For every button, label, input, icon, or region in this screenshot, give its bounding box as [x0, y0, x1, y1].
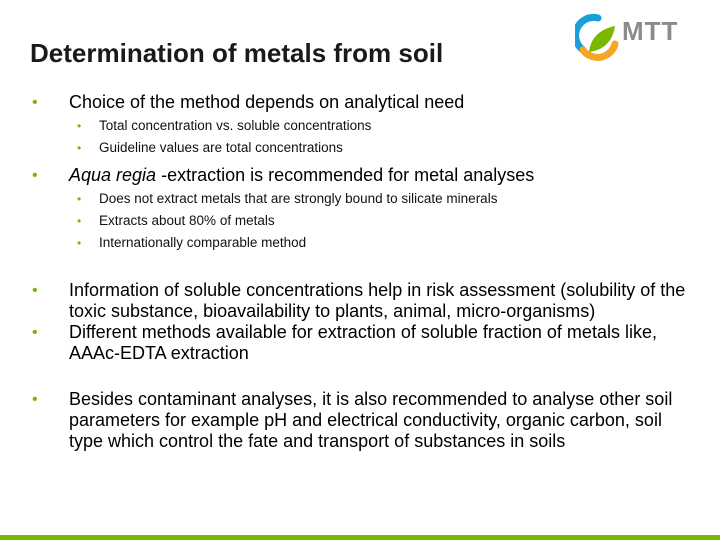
bullet-marker: • [32, 94, 38, 111]
sub-bullet-text: Total concentration vs. soluble concentrations [99, 118, 372, 133]
bullet-soil-parameters [30, 389, 690, 452]
sub-bullet [30, 210, 690, 232]
bullet-marker: • [32, 282, 38, 299]
sub-bullet [30, 115, 690, 137]
bullet-italic-text: Aqua regia [69, 165, 157, 185]
bullet-marker: • [32, 324, 38, 341]
bullet-text: Different methods available for extraction of soluble fraction of metals like, AAAc-EDTA extraction [69, 322, 657, 363]
sub-bullet-marker: • [77, 119, 82, 133]
footer-accent-bar [0, 535, 720, 540]
sub-bullet [30, 188, 690, 210]
bullet-soluble-info [30, 280, 690, 322]
sub-bullet [30, 137, 690, 159]
bullet-method-choice [30, 92, 690, 113]
sub-bullet-marker: • [77, 236, 82, 250]
bullet-marker: • [32, 167, 38, 184]
mtt-logo-icon [575, 12, 621, 64]
slide-content [30, 88, 690, 452]
slide-title: Determination of metals from soil [30, 38, 444, 68]
bullet-extraction-methods [30, 322, 690, 364]
bullet-text: Besides contaminant analyses, it is also recommended to analyse other soil parameters for example pH and electrical conductivity, organic carbon, soil type which control the fate and transport of substances in soils [69, 389, 673, 451]
bullet-text: Choice of the method depends on analytical need [69, 92, 465, 112]
logo-text: MTT [622, 16, 679, 46]
sub-bullet [30, 232, 690, 254]
sub-bullet-marker: • [77, 192, 82, 206]
sub-bullet-text: Internationally comparable method [99, 235, 307, 250]
sub-bullet-text: Extracts about 80% of metals [99, 213, 275, 228]
bullet-marker: • [32, 391, 38, 408]
bullet-text: Information of soluble concentrations help in risk assessment (solubility of the toxic substance, bioavailability to plants, animal, micro-organisms) [69, 280, 686, 321]
bullet-aqua-regia [30, 165, 690, 186]
sub-bullet-text: Guideline values are total concentrations [99, 140, 343, 155]
sub-bullet-text: Does not extract metals that are strongly bound to silicate minerals [99, 191, 498, 206]
mtt-logo [575, 10, 693, 66]
sub-bullet-marker: • [77, 214, 82, 228]
sub-bullet-marker: • [77, 141, 82, 155]
bullet-text: -extraction is recommended for metal analyses [156, 165, 535, 185]
